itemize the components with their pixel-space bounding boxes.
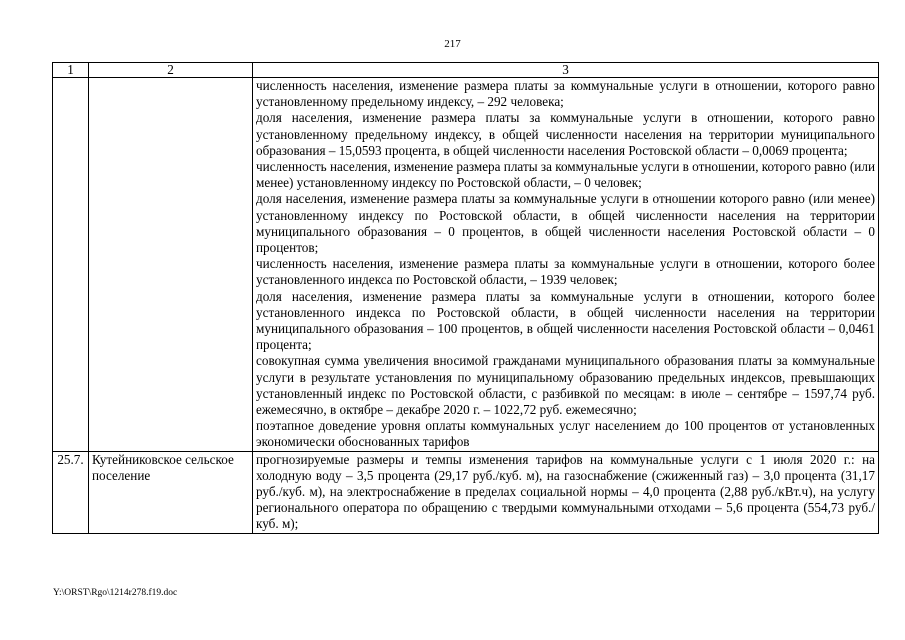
row-name: Кутейниковское сельское поселение — [89, 451, 253, 533]
row-number: 25.7. — [53, 451, 89, 533]
row-content — [253, 451, 879, 533]
table-row — [53, 78, 879, 452]
file-path-footer: Y:\ORST\Rgo\1214r278.f19.doc — [53, 588, 178, 598]
document-table — [52, 62, 879, 534]
row-paragraph: доля населения, изменение размера платы за коммунальные услуги в отношении, которого более установленного индекса по Ростовской области, в общей численности населения на территории муниципального образования – 100 процентов, в общей численности населения Ростовской области – 0,0461 процента; — [256, 288, 875, 353]
column-header-3: 3 — [253, 63, 879, 78]
row-name — [89, 78, 253, 452]
row-paragraph: поэтапное доведение уровня оплаты коммунальных услуг населением до 100 процентов от установленных экономически обоснованных тарифов — [256, 418, 875, 450]
table-row — [53, 451, 879, 533]
row-paragraph: прогнозируемые размеры и темпы изменения тарифов на коммунальные услуги с 1 июля 2020 г.: на холодную воду – 3,5 процента (29,17 руб./куб. м), на газоснабжение (сжиженный газ) – 3,0 процента (31,17 руб./куб. м), на электроснабжение в пределах социальной нормы – 4,0 процента (2,88 руб./кВт.ч), на услугу регионального оператора по обращению с твердыми коммунальными отходами – 5,6 процента (554,73 руб./куб. м); — [256, 451, 875, 532]
table-header-row — [53, 63, 879, 78]
column-header-2: 2 — [89, 63, 253, 78]
row-paragraph: доля населения, изменение размера платы за коммунальные услуги в отношении которого равно (или менее) установленному индексу по Ростовской области, в общей численности населения на территории муниципального образования – 0 процентов, в общей численности населения Ростовской области – 0 процентов; — [256, 191, 875, 256]
row-paragraph: совокупная сумма увеличения вносимой гражданами муниципального образования платы за коммунальные услуги в результате установления по муниципальному образованию предельных индексов, превышающих установленный индекс по Ростовской области, с разбивкой по месяцам: в июле – сентябре – 1597,74 руб. ежемесячно, в октябре – декабре 2020 г. – 1022,72 руб. ежемесячно; — [256, 353, 875, 418]
row-number — [53, 78, 89, 452]
page-number: 217 — [444, 38, 461, 50]
row-paragraph: численность населения, изменение размера платы за коммунальные услуги в отношении, которого равно (или менее) установленному индексу по Ростовской области, – 0 человек; — [256, 159, 875, 191]
column-header-1: 1 — [53, 63, 89, 78]
row-paragraph: доля населения, изменение размера платы за коммунальные услуги в отношении, которого равно установленному предельному индексу, в общей численности населения на территории муниципального образования – 15,0593 процента, в общей численности населения Ростовской области – 0,0069 процента; — [256, 110, 875, 158]
row-paragraph: численность населения, изменение размера платы за коммунальные услуги в отношении, которого равно установленному предельному индексу, – 292 человека; — [256, 78, 875, 110]
row-content — [253, 78, 879, 452]
row-paragraph: численность населения, изменение размера платы за коммунальные услуги в отношении, которого более установленного индекса по Ростовской области, – 1939 человек; — [256, 256, 875, 288]
